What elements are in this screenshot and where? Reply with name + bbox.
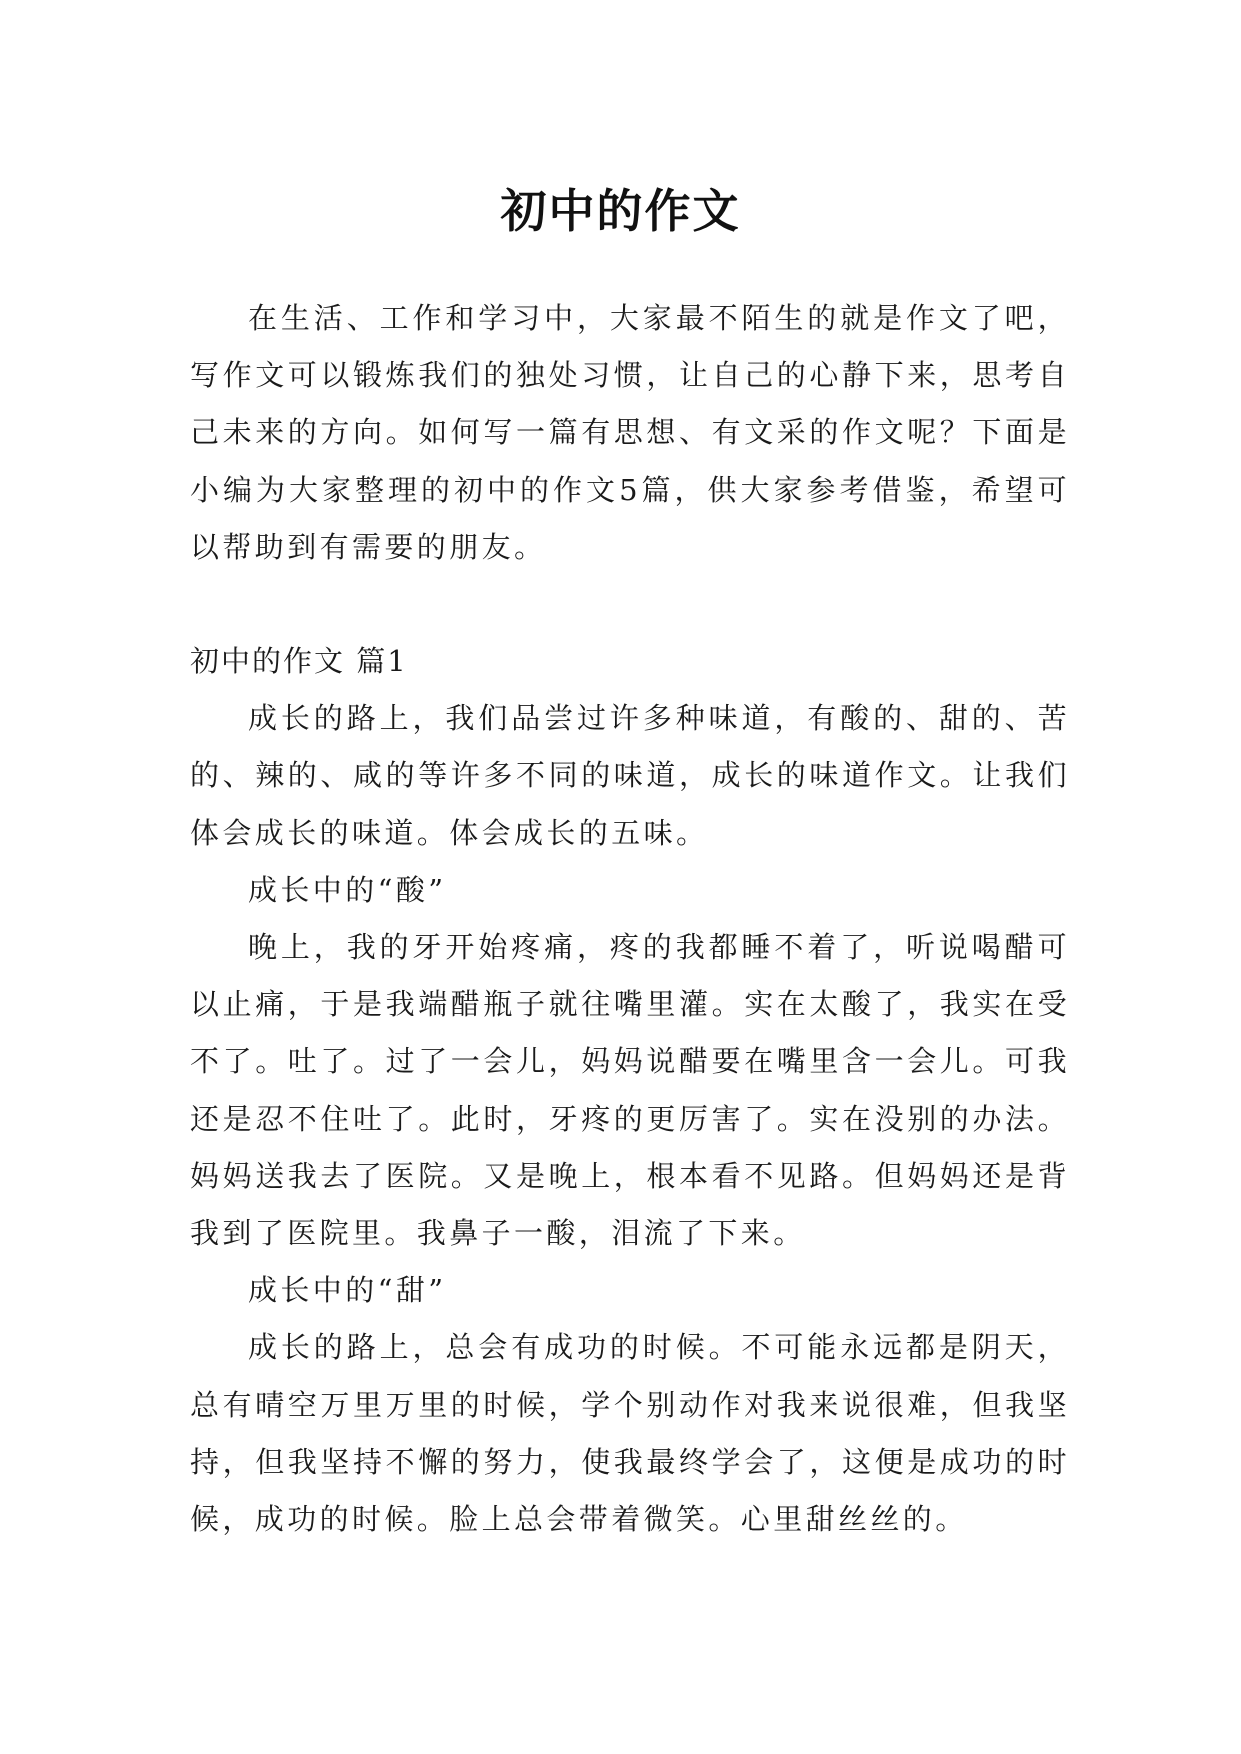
section-heading: 初中的作文 篇1 — [190, 644, 408, 679]
intro-paragraph: 在生活、工作和学习中，大家最不陌生的就是作文了吧，写作文可以锻炼我们的独处习惯，让自己的心静下来，思考自己未来的方向。如何写一篇有思想、有文采的作文呢？下面是小编为大家整理的初中的作文5篇，供大家参考借鉴，希望可以帮助到有需要的朋友。 — [190, 301, 1070, 564]
document-title: 初中的作文 — [500, 183, 741, 238]
subheading-sour: 成长中的“酸” — [248, 872, 447, 907]
body-paragraph: 成长的路上，总会有成功的时候。不可能永远都是阴天，总有晴空万里万里的时候，学个别动作对我来说很难，但我坚持，但我坚持不懈的努力，使我最终学会了，这便是成功的时候，成功的时候。脸上总会带着微笑。心里甜丝丝的。 — [190, 1330, 1070, 1537]
body-paragraph: 成长的路上，我们品尝过许多种味道，有酸的、甜的、苦的、辣的、咸的等许多不同的味道，成长的味道作文。让我们体会成长的味道。体会成长的五味。 — [190, 701, 1070, 850]
subheading-sweet: 成长中的“甜” — [248, 1273, 447, 1308]
document-body — [190, 290, 1070, 1548]
body-paragraph: 晚上，我的牙开始疼痛，疼的我都睡不着了，听说喝醋可以止痛，于是我端醋瓶子就往嘴里灌。实在太酸了，我实在受不了。吐了。过了一会儿，妈妈说醋要在嘴里含一会儿。可我还是忍不住吐了。此时，牙疼的更厉害了。实在没别的办法。妈妈送我去了医院。又是晚上，根本看不见路。但妈妈还是背我到了医院里。我鼻子一酸，泪流了下来。 — [190, 930, 1070, 1251]
